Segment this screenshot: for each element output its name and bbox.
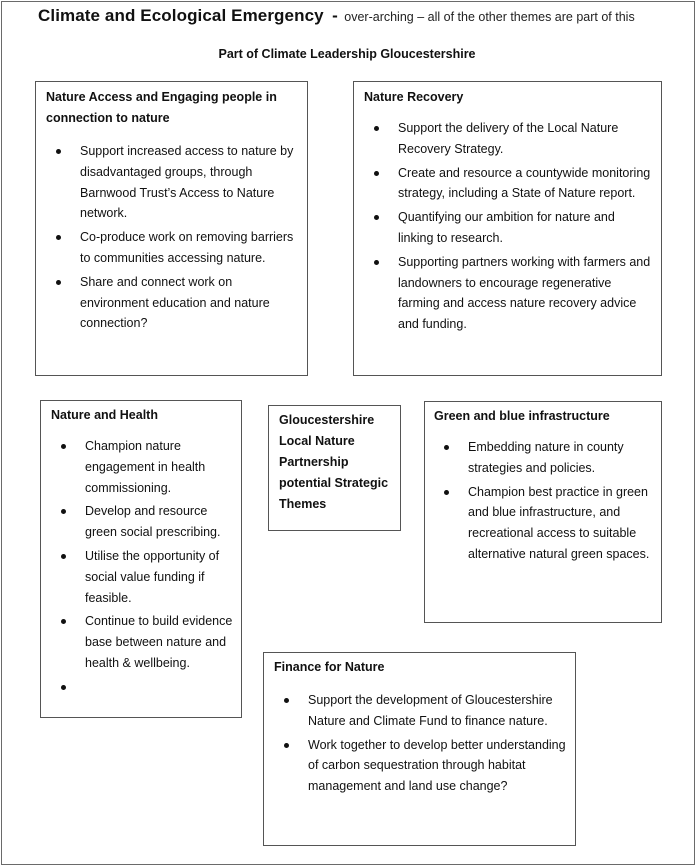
list-item: Develop and resource green social prescribing. [51,501,235,543]
nature-access-box [35,81,308,376]
box-title: Nature Recovery [364,90,464,104]
list-item: Create and resource a countywide monitoring strategy, including a State of Nature report. [364,163,653,205]
title-dash: - [332,6,338,25]
box-title: Nature and Health [51,408,158,422]
finance-for-nature-box [263,652,576,846]
nature-recovery-box [353,81,662,376]
list-item: Quantifying our ambition for nature and linking to research. [364,207,653,249]
bullet-list [46,141,299,334]
nature-health-box [40,400,242,718]
bullet-list [434,437,655,565]
list-item: Work together to develop better understanding of carbon sequestration through habitat management and land use change? [274,735,569,797]
list-item: Support the development of Gloucestershire Nature and Climate Fund to finance nature. [274,690,569,732]
bullet-list [51,436,235,698]
strategic-themes-box [268,405,401,531]
list-item: Share and connect work on environment education and nature connection? [46,272,299,334]
list-item: Support increased access to nature by disadvantaged groups, through Barnwood Trust’s Access to Nature network. [46,141,299,224]
list-item: Champion nature engagement in health commissioning. [51,436,235,498]
green-blue-infrastructure-box [424,401,662,623]
box-title: Green and blue infrastructure [434,409,610,423]
list-item: Champion best practice in green and blue infrastructure, and recreational access to suitable alternative natural green spaces. [434,482,655,565]
list-item: Supporting partners working with farmers and landowners to encourage regenerative farming and access nature recovery advice and funding. [364,252,653,335]
title-note: over-arching – all of the other themes are part of this [344,10,635,24]
bullet-list [364,118,653,335]
empty-list-item [51,677,235,698]
list-item: Utilise the opportunity of social value funding if feasible. [51,546,235,608]
box-title: Nature Access and Engaging people in connection to nature [46,90,277,125]
list-item: Continue to build evidence base between nature and health & wellbeing. [51,611,235,673]
page-heading [38,6,635,26]
list-item: Support the delivery of the Local Nature Recovery Strategy. [364,118,653,160]
bullet-list [274,690,569,797]
list-item: Embedding nature in county strategies and policies. [434,437,655,479]
page-title: Climate and Ecological Emergency [38,6,324,25]
list-item: Co-produce work on removing barriers to communities accessing nature. [46,227,299,269]
page-subtitle: Part of Climate Leadership Gloucestershire [218,47,476,61]
box-title: Finance for Nature [274,660,385,674]
box-title: Gloucestershire Local Nature Partnership potential Strategic Themes [279,413,389,511]
